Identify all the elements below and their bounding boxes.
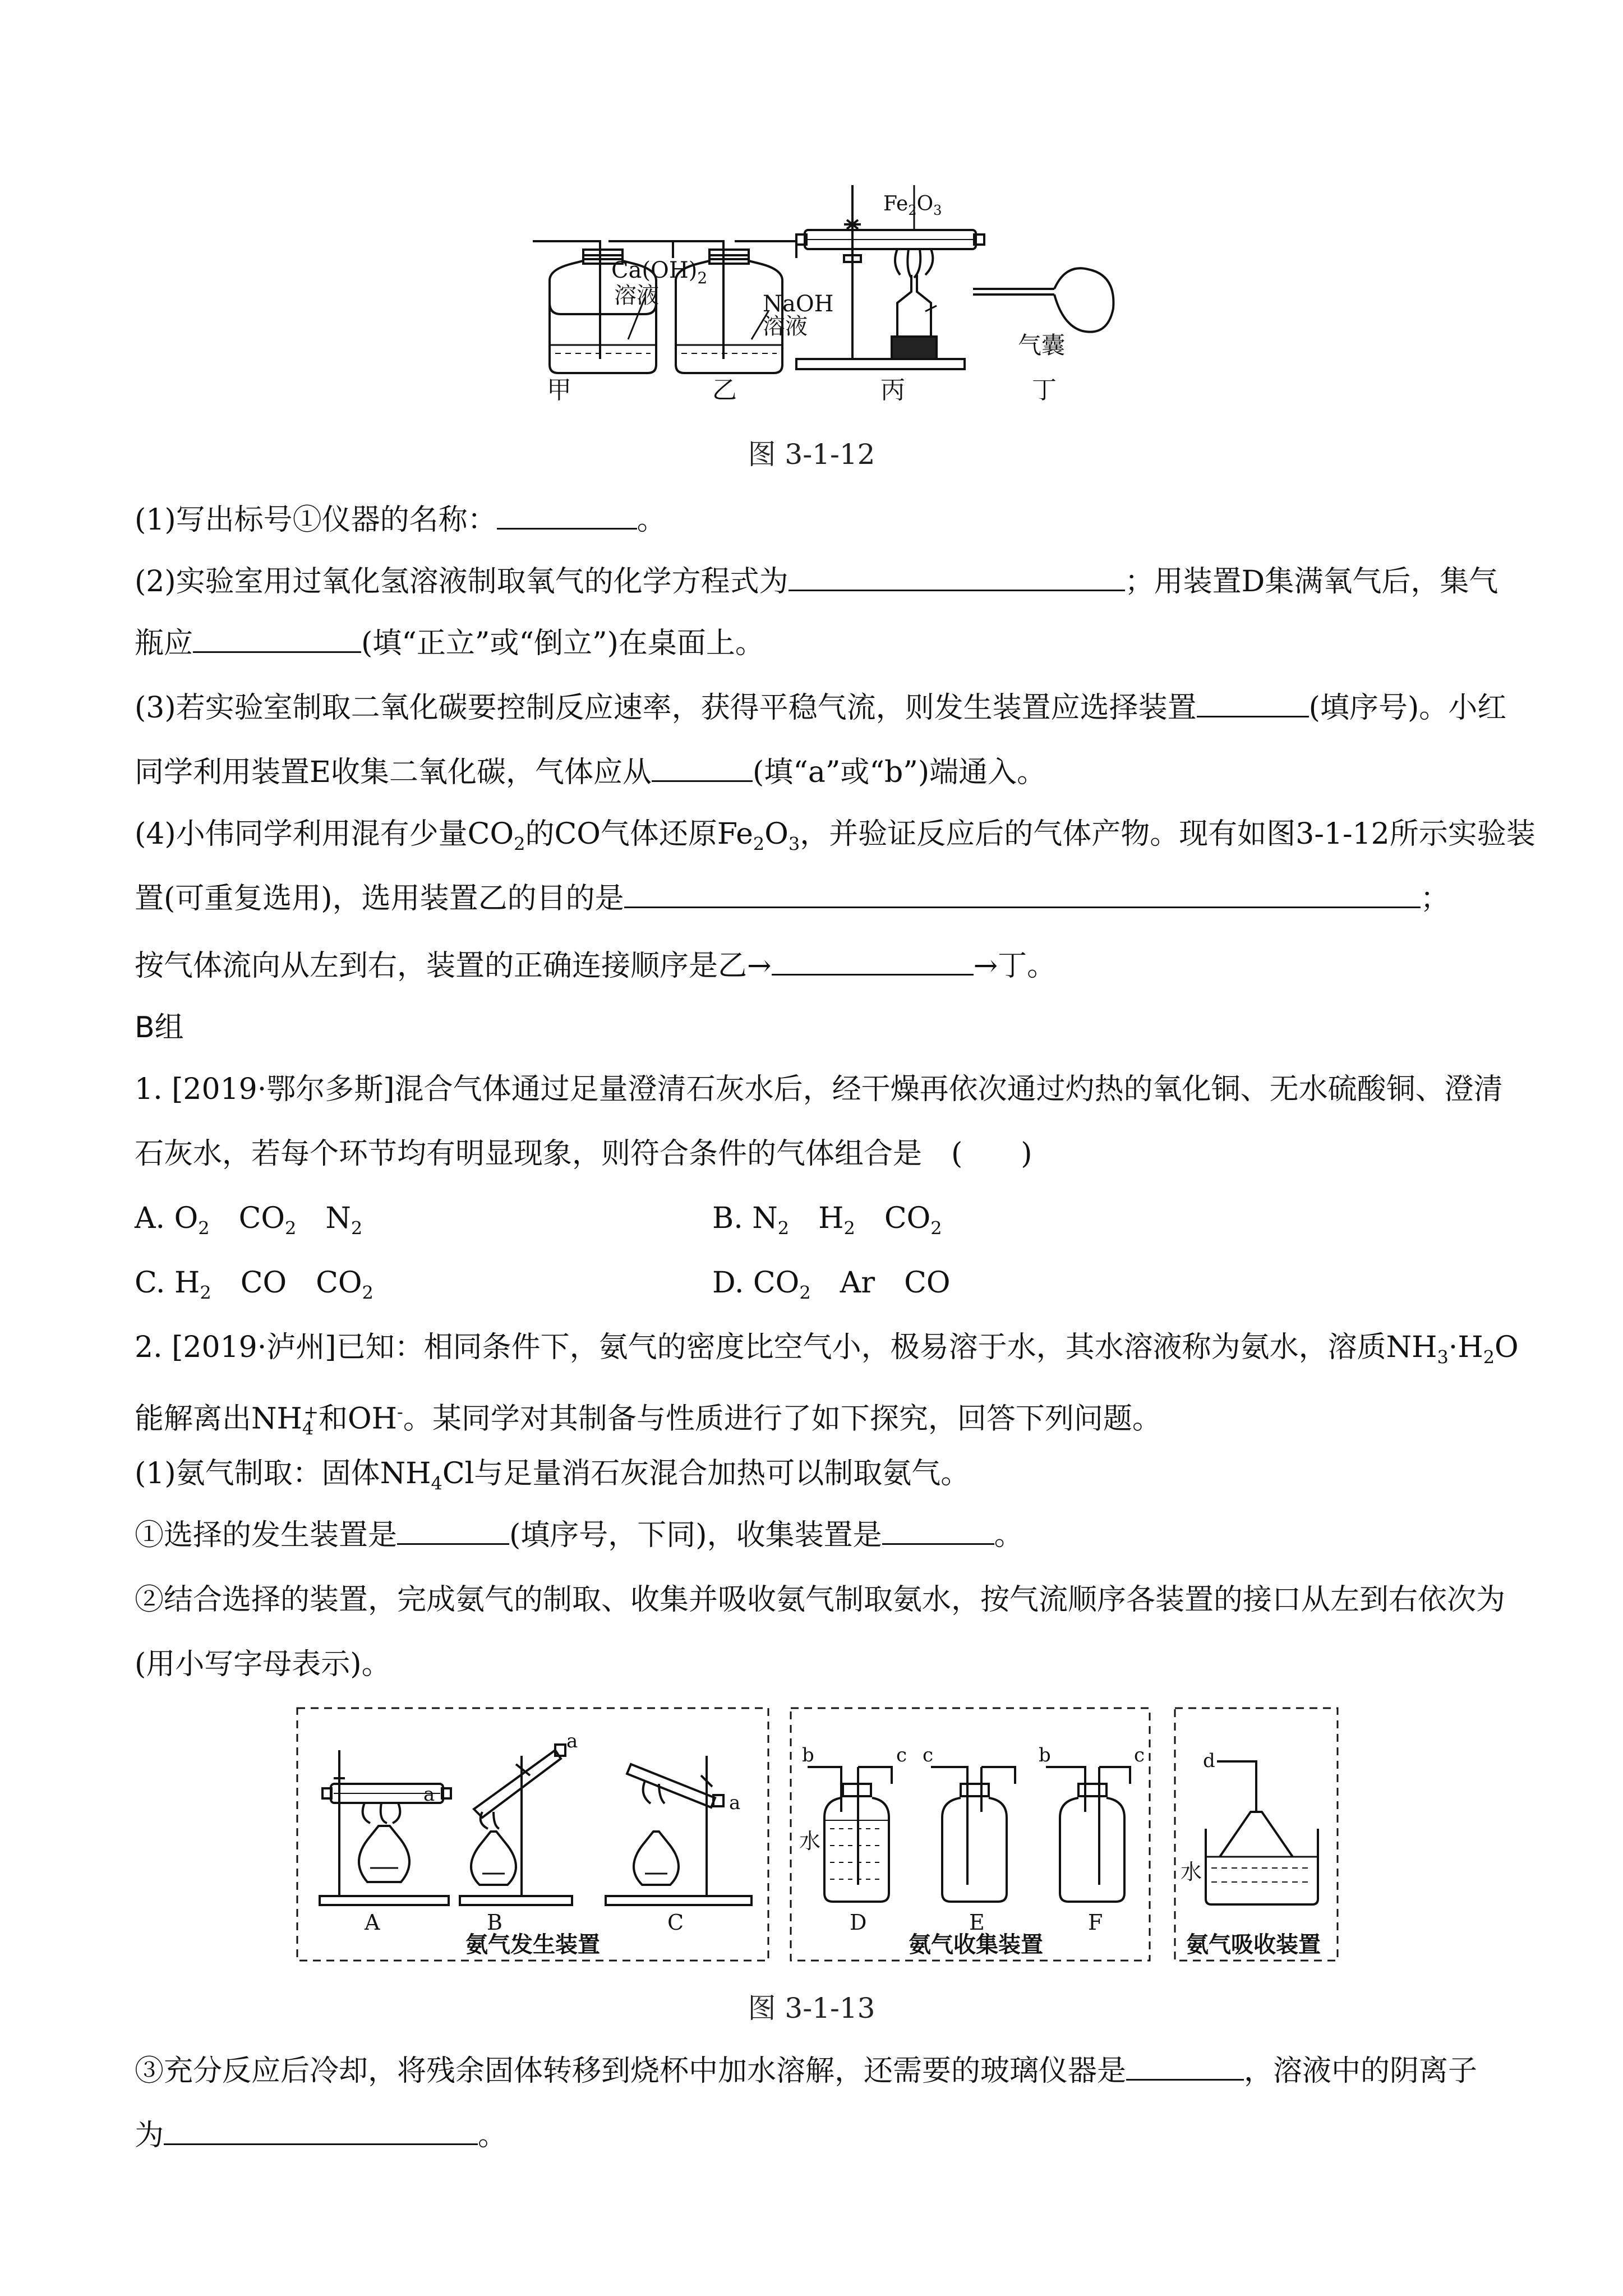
question-1: (1)写出标号①仪器的名称： 。: [135, 503, 666, 537]
collector-d-icon: [808, 1767, 892, 1902]
balloon-ding-icon: [973, 268, 1113, 332]
question-4-line-1: (4)小伟同学利用混有少量$CO_2$的CO气体还原$Fe_2O_3$，并验证反应后的气体产物。现有如图3-1-12所示实验装: [135, 817, 1536, 855]
collection-box: [791, 1708, 1150, 1961]
water-label-beaker: 水: [1181, 1860, 1202, 1884]
svg-text:气囊: 气囊: [1018, 332, 1066, 359]
figure-caption-3-1-13: 图 3-1-13: [748, 1992, 875, 2024]
answer-blank[interactable]: [397, 1517, 509, 1545]
svg-text:溶液: 溶液: [763, 314, 808, 339]
absorption-beaker-icon: [1206, 1761, 1318, 1904]
b1-line-1: 1. [2019·鄂尔多斯]混合气体通过足量澄清石灰水后，经干燥再依次通过灼热的氧化铜、无水硫酸铜、澄清: [135, 1073, 1503, 1106]
question-2-line-2: 瓶应 (填“正立”或“倒立”)在桌面上。: [135, 627, 764, 660]
question-3-line-1: (3)若实验室制取二氧化碳要控制反应速率，获得平稳气流，则发生装置应选择装置 (填序号)。小红: [135, 691, 1507, 725]
answer-blank[interactable]: [1197, 690, 1309, 717]
b2-line-3: (1)氨气制取：固体$NH_4Cl$与足量消石灰混合加热可以制取氨气。: [135, 1457, 970, 1494]
answer-blank[interactable]: [1126, 2053, 1244, 2081]
svg-text:溶液: 溶液: [614, 283, 659, 309]
generator-c-icon: [606, 1756, 751, 1905]
absorption-title: 氨气吸收装置: [1186, 1931, 1321, 1958]
port-b-label-d: b: [802, 1744, 814, 1766]
generation-box: [297, 1708, 768, 1961]
group-b-heading: B组: [135, 1011, 184, 1045]
collection-title: 氨气收集装置: [909, 1931, 1043, 1958]
generator-a-icon: [320, 1750, 451, 1905]
answer-blank[interactable]: [624, 881, 1421, 908]
b2-line-6: (用小写字母表示)。: [135, 1648, 391, 1681]
fig12-label-ding: 丁: [1032, 376, 1057, 404]
svg-text:Ca(OH)2: $Ca(OH)_2$: [611, 257, 708, 287]
generation-title: 氨气发生装置: [465, 1931, 600, 1958]
b2-line-1: 2. [2019·泸州]已知：相同条件下，氨气的密度比空气小，极易溶于水，其水溶液称为氨水，溶质$NH_3\cdot H_2O$: [135, 1331, 1519, 1368]
fig12-label-jia: 甲: [547, 376, 571, 404]
water-label-d: 水: [799, 1829, 821, 1853]
label-e: E: [969, 1910, 985, 1935]
port-c-label-e: c: [923, 1744, 934, 1766]
b2-line-7: ③充分反应后冷却，将残余固体转移到烧杯中加水溶解，还需要的玻璃仪器是 ，溶液中的阴离子: [135, 2054, 1478, 2088]
question-3-line-2: 同学利用装置E收集二氧化碳，气体应从 (填“a”或“b”)端通入。: [135, 756, 1046, 789]
label-b: B: [487, 1910, 502, 1935]
option-c[interactable]: C. $H_2$ CO $CO_2$: [135, 1266, 374, 1304]
question-4-line-3: 按气体流向从左到右，装置的正确连接顺序是乙→ →丁。: [135, 949, 1057, 983]
figure-3-1-12: [0, 0, 1623, 404]
svg-text:Fe2O3: $Fe_2O_3$: [883, 192, 942, 218]
b2-line-2: 能解离出$NH_4^+$和OH-。某同学对其制备与性质进行了如下探究，回答下列问题。: [135, 1401, 1161, 1439]
question-4-line-2: 置(可重复选用)，选用装置乙的目的是 ；: [135, 882, 1450, 915]
fig12-label-bing: 丙: [880, 376, 905, 404]
label-d: D: [850, 1910, 867, 1935]
answer-blank[interactable]: [652, 754, 753, 782]
answer-blank[interactable]: [497, 502, 637, 530]
generator-b-icon: [460, 1745, 572, 1905]
label-f: F: [1088, 1910, 1103, 1935]
port-c-label-d: c: [896, 1744, 907, 1766]
answer-blank[interactable]: [789, 564, 1125, 591]
port-a-label-3: a: [729, 1792, 741, 1814]
b2-line-5: ②结合选择的装置，完成氨气的制取、收集并吸收氨气制取氨水，按气流顺序各装置的接口从左到右依次为: [135, 1583, 1506, 1617]
answer-blank[interactable]: [193, 625, 361, 653]
label-a: A: [365, 1910, 380, 1935]
question-2-line-1: (2)实验室用过氧化氢溶液制取氧气的化学方程式为 ；用装置D集满氧气后，集气: [135, 565, 1498, 599]
option-b[interactable]: B. $N_2$ $H_2$ $CO_2$: [712, 1202, 942, 1239]
option-a[interactable]: A. $O_2$ $CO_2$ $N_2$: [135, 1202, 363, 1239]
absorption-box: [1175, 1708, 1338, 1961]
port-b-label-e: b: [1039, 1744, 1051, 1766]
figure-caption-3-1-12: 图 3-1-12: [748, 438, 875, 471]
port-c-label-f: c: [1134, 1744, 1145, 1766]
answer-blank[interactable]: [772, 948, 974, 976]
answer-blank[interactable]: [164, 2118, 478, 2145]
svg-text:NaOH: NaOH: [763, 291, 834, 317]
port-a-label-1: a: [423, 1783, 435, 1806]
fig12-label-yi: 乙: [712, 376, 737, 404]
label-c: C: [667, 1910, 684, 1935]
collector-e-icon: [931, 1767, 1015, 1902]
b2-line-4: ①选择的发生装置是 (填序号，下同)，收集装置是 。: [135, 1519, 1023, 1552]
option-d[interactable]: D. $CO_2$ Ar CO: [712, 1266, 951, 1304]
port-d-label: d: [1203, 1750, 1215, 1772]
b1-line-2: 石灰水，若每个环节均有明显现象，则符合条件的气体组合是 ( ): [135, 1137, 1032, 1171]
answer-blank[interactable]: [882, 1517, 994, 1545]
port-a-label-2: a: [566, 1730, 578, 1752]
b2-line-8: 为 。: [135, 2119, 508, 2152]
collector-f-icon: [1046, 1767, 1130, 1902]
